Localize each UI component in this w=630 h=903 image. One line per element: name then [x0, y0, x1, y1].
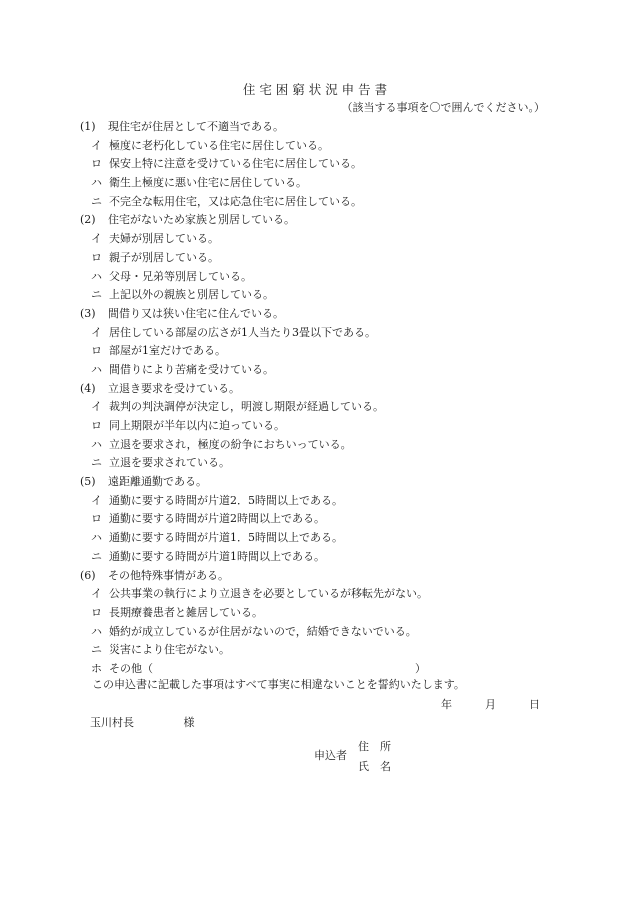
section-1-item-ha[interactable]: ハ 衛生上極度に悪い住宅に居住している。	[91, 176, 307, 190]
oath-statement: この申込書に記載した事項はすべて事実に相違ないことを誓約いたします。	[92, 678, 465, 691]
section-4-item-ha[interactable]: ハ 立退を要求され，極度の紛争におちいっている。	[91, 437, 352, 451]
date-line	[441, 696, 540, 712]
addressee	[90, 714, 195, 730]
section-5[interactable]: (5) 遠距離通勤である。	[80, 475, 207, 489]
date-year-label: 年	[441, 698, 452, 711]
section-4-item-ro[interactable]: ロ 同上期限が半年以内に迫っている。	[91, 419, 285, 432]
date-day-label: 日	[529, 698, 540, 711]
applicant-label: 申込者	[314, 749, 347, 762]
addressee-honorific: 様	[183, 716, 195, 729]
section-4-item-i[interactable]: イ 裁判の判決調停が決定し，明渡し期限が経過している。	[91, 400, 384, 414]
addressee-name: 玉川村長	[90, 716, 134, 729]
name-field-label: 氏 名	[358, 760, 391, 773]
section-1-item-ni[interactable]: ニ 不完全な転用住宅，又は応急住宅に居住している。	[91, 194, 362, 208]
conditions-list	[80, 118, 560, 679]
section-3-item-ha[interactable]: ハ 間借りにより苦痛を受けている。	[91, 362, 274, 376]
section-6-item-other[interactable]: ホ その他（ ）	[91, 661, 426, 675]
document-title: 住 宅 困 窮 状 況 申 告 書	[242, 82, 388, 97]
section-5-item-ro[interactable]: ロ 通勤に要する時間が片道2時間以上である。	[91, 512, 325, 526]
section-3-item-i[interactable]: イ 居住している部屋の広さが1人当たり3畳以下である。	[91, 325, 376, 339]
section-1[interactable]: (1) 現住宅が住居として不適当である。	[80, 120, 284, 133]
section-2[interactable]: (2) 住宅がないため家族と別居している。	[80, 213, 295, 227]
section-4[interactable]: (4) 立退き要求を受けている。	[80, 381, 240, 395]
section-6[interactable]: (6) その他特殊事情がある。	[80, 568, 229, 582]
section-4-item-ni[interactable]: ニ 立退を要求されている。	[91, 456, 230, 470]
section-6-item-ha[interactable]: ハ 婚約が成立しているが住居がないので，結婚できないでいる。	[91, 624, 417, 638]
section-5-item-ha[interactable]: ハ 通勤に要する時間が片道1．5時間以上である。	[91, 531, 343, 545]
address-field-label: 住 所	[358, 740, 391, 753]
section-3[interactable]: (3) 間借り又は狭い住宅に住んでいる。	[80, 306, 284, 320]
section-2-item-i[interactable]: イ 夫婦が別居している。	[91, 232, 219, 246]
section-6-item-i[interactable]: イ 公共事業の執行により立退きを必要としているが移転先がない。	[91, 587, 428, 601]
section-2-item-ha[interactable]: ハ 父母・兄弟等別居している。	[91, 269, 252, 283]
instruction-text: （該当する事項を〇で囲んでください。）	[341, 101, 545, 114]
section-1-item-i[interactable]: イ 極度に老朽化している住宅に居住している。	[91, 138, 329, 152]
section-3-item-ro[interactable]: ロ 部屋が1室だけである。	[91, 344, 226, 358]
section-2-item-ni[interactable]: ニ 上記以外の親族と別居している。	[91, 288, 274, 302]
section-6-item-ro[interactable]: ロ 長期療養患者と雑居している。	[91, 605, 263, 619]
section-2-item-ro[interactable]: ロ 親子が別居している。	[91, 250, 219, 264]
section-6-item-ni[interactable]: ニ 災害により住宅がない。	[91, 643, 230, 657]
section-5-item-ni[interactable]: ニ 通勤に要する時間が片道1時間以上である。	[91, 549, 325, 563]
date-month-label: 月	[485, 698, 496, 711]
section-1-item-ro[interactable]: ロ 保安上特に注意を受けている住宅に居住している。	[91, 157, 362, 171]
section-5-item-i[interactable]: イ 通勤に要する時間が片道2．5時間以上である。	[91, 493, 343, 507]
